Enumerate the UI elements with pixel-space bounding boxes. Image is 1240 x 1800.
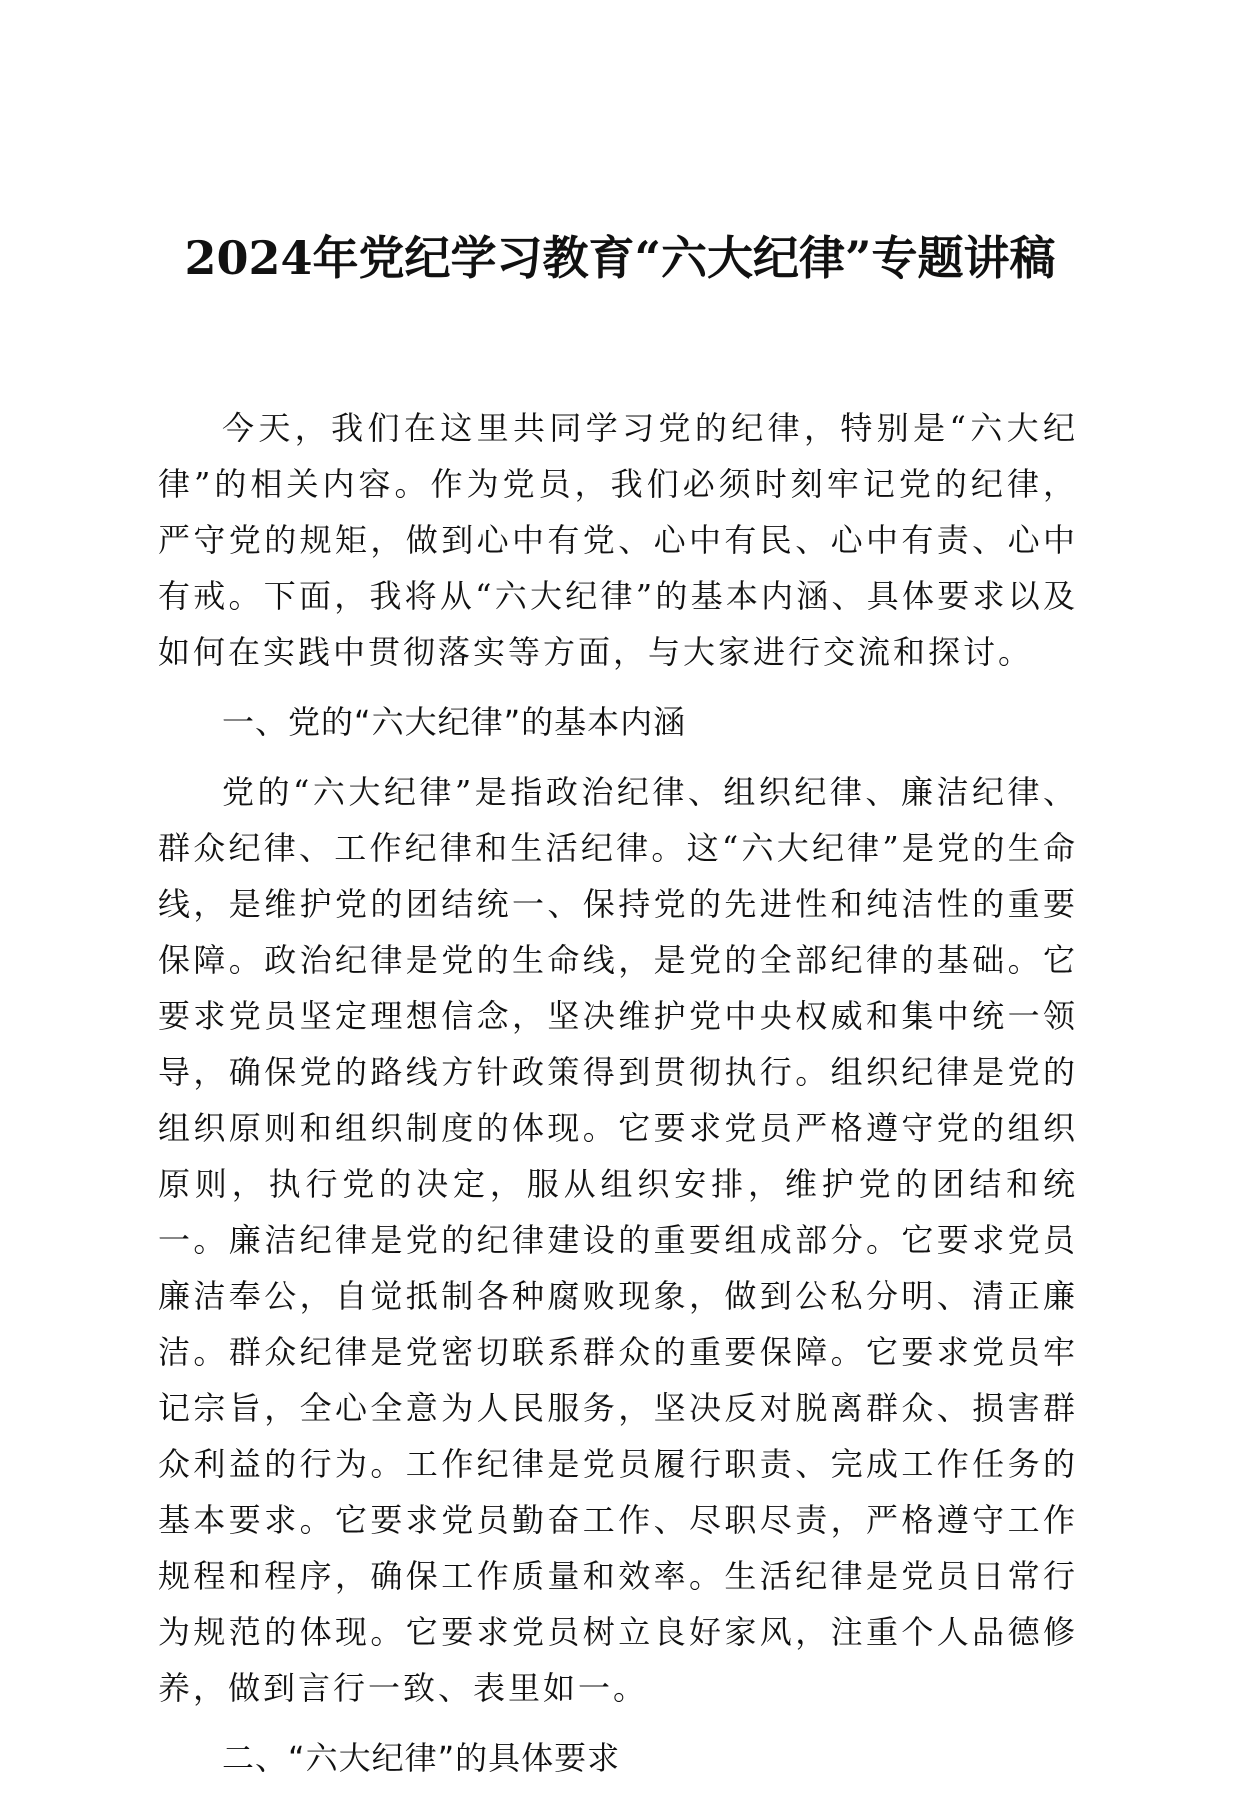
- intro-paragraph: 今天，我们在这里共同学习党的纪律，特别是“六大纪律”的相关内容。作为党员，我们必须时刻牢记党的纪律，严守党的规矩，做到心中有党、心中有民、心中有责、心中有戒。下面，我将从“六大纪律”的基本内涵、具体要求以及如何在实践中贯彻落实等方面，与大家进行交流和探讨。: [158, 409, 1078, 671]
- document-title: 2024年党纪学习教育“六大纪律”专题讲稿: [184, 231, 1056, 285]
- section-heading-2: 二、“六大纪律”的具体要求: [222, 1739, 621, 1777]
- section-1-paragraph: 党的“六大纪律”是指政治纪律、组织纪律、廉洁纪律、群众纪律、工作纪律和生活纪律。这“六大纪律”是党的生命线，是维护党的团结统一、保持党的先进性和纯洁性的重要保障。政治纪律是党的生命线，是党的全部纪律的基础。它要求党员坚定理想信念，坚决维护党中央权威和集中统一领导，确保党的路线方针政策得到贯彻执行。组织纪律是党的组织原则和组织制度的体现。它要求党员严格遵守党的组织原则，执行党的决定，服从组织安排，维护党的团结和统一。廉洁纪律是党的纪律建设的重要组成部分。它要求党员廉洁奉公，自觉抵制各种腐败现象，做到公私分明、清正廉洁。群众纪律是党密切联系群众的重要保障。它要求党员牢记宗旨，全心全意为人民服务，坚决反对脱离群众、损害群众利益的行为。工作纪律是党员履行职责、完成工作任务的基本要求。它要求党员勤奋工作、尽职尽责，严格遵守工作规程和程序，确保工作质量和效率。生活纪律是党员日常行为规范的体现。它要求党员树立良好家风，注重个人品德修养，做到言行一致、表里如一。: [158, 773, 1078, 1707]
- section-heading-1: 一、党的“六大纪律”的基本内涵: [222, 703, 687, 741]
- document-body: [158, 400, 1078, 1800]
